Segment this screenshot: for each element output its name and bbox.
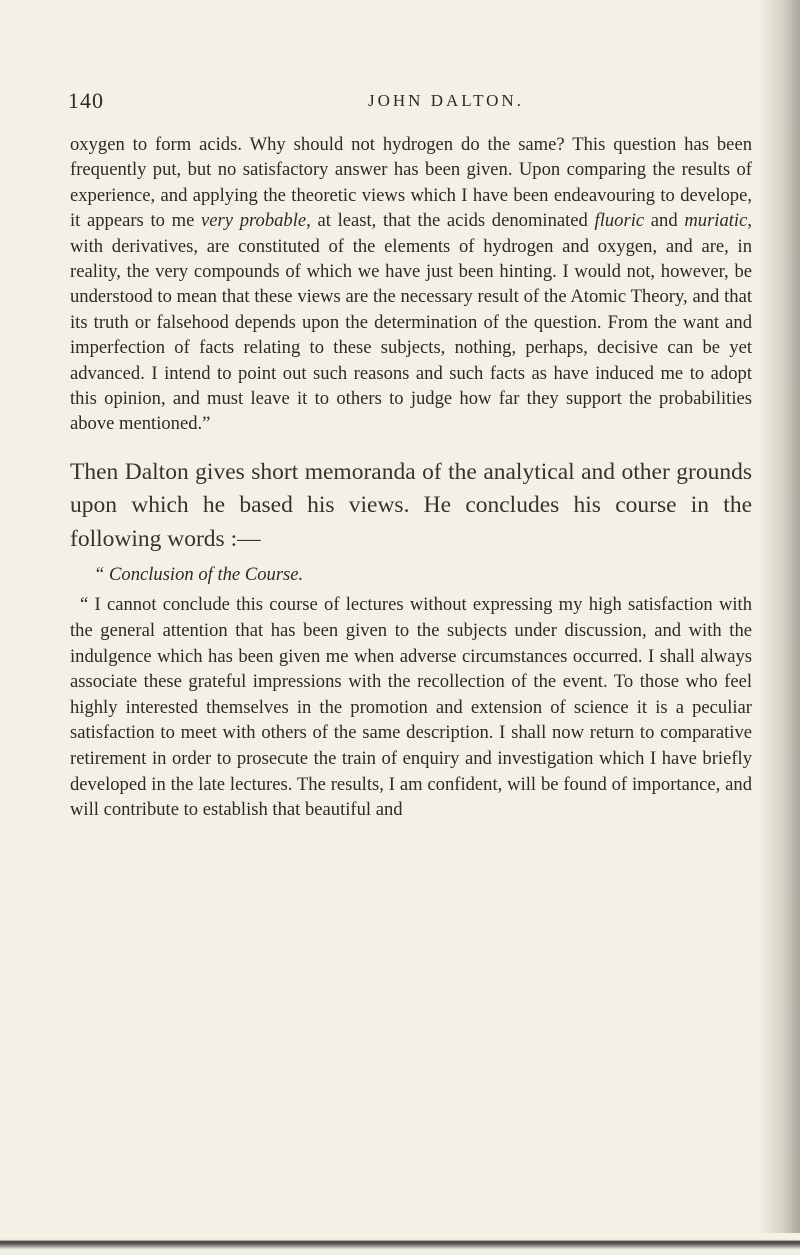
paragraph-1-part-3: and [644, 210, 685, 232]
page-header [68, 88, 758, 118]
paragraph-1-part-4: , with derivatives, are constituted of the elements of hydrogen and oxygen, and are, in reality, the very compounds of which we have just been hinting. I would not, however, be understood to mean that these views are the necessary result of the Atomic Theory, and that its truth or falsehood depends upon the determination of the question. From the want and imperfection of facts relating to these subjects, nothing, perhaps, decisive can be yet advanced. I intend to point out such reasons and such facts as have induced me to adopt this opinion, and must leave it to others to judge how far they support the probabilities above mentioned.” [70, 210, 753, 435]
lead-paragraph: Then Dalton gives short memoranda of the analytical and other grounds upon which he based his views. He concludes his course in the following words :— [70, 458, 752, 552]
quote-paragraph: “ I cannot conclude this course of lectures without expressing my high satisfaction with the general attention that has been given to the subjects under discussion, and with the indulgence which has been given me when adverse circumstances occurred. I shall always associate these grateful impressions with the recollection of the event. To those who feel highly interested themselves in the promotion and extension of science it is a peculiar satisfaction to meet with others of the same description. I shall now return to comparative retirement in order to prosecute the train of enquiry and investigation which I have briefly developed in the late lectures. The results, I am confident, will be found of importance, and will contribute to establish that beautiful and [70, 594, 752, 821]
page-edge-shadow [758, 0, 800, 1255]
emphasis-muriatic: muriatic [684, 210, 748, 232]
page-number: 140 [68, 88, 104, 113]
paragraph-1-part-1: oxygen to form acids. Why should not hydrogen do the same? This question has been frequently put, but no satisfactory answer has been given. Upon comparing the results of experience, and applying the theoretic views which I have been endeavouring to develope, it appears to me [70, 134, 752, 232]
paragraph-1 [70, 132, 752, 437]
page-bottom-edge [0, 1233, 800, 1255]
emphasis-very-probable: very probable [201, 210, 307, 232]
quote-heading: “ Conclusion of the Course. [94, 564, 304, 586]
paragraph-1-part-2: , at least, that the acids denominated [306, 210, 595, 232]
emphasis-fluoric: fluoric [594, 210, 645, 232]
body-text [70, 132, 752, 823]
running-head: JOHN DALTON. [368, 91, 524, 110]
